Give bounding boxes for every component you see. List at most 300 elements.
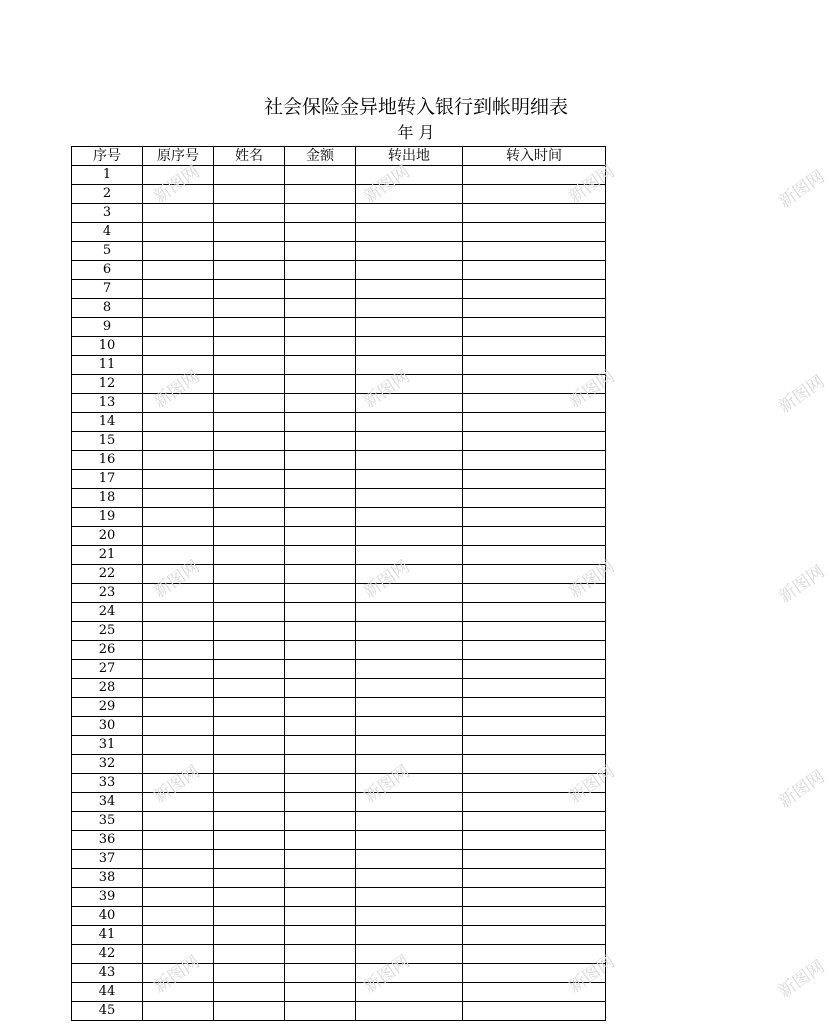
cell-name xyxy=(214,831,285,850)
cell-name xyxy=(214,470,285,489)
cell-original-number xyxy=(143,793,214,812)
cell-name xyxy=(214,1002,285,1021)
cell-transfer-time xyxy=(463,508,606,527)
watermark-stamp: 新图网 xyxy=(150,951,204,998)
cell-original-number xyxy=(143,679,214,698)
cell-name xyxy=(214,432,285,451)
cell-transfer-from xyxy=(356,584,463,603)
cell-name xyxy=(214,603,285,622)
cell-serial-number: 1 xyxy=(72,166,143,185)
cell-serial-number: 22 xyxy=(72,565,143,584)
table-row xyxy=(72,907,606,926)
cell-transfer-from xyxy=(356,907,463,926)
cell-transfer-from xyxy=(356,299,463,318)
cell-serial-number: 21 xyxy=(72,546,143,565)
cell-serial-number: 38 xyxy=(72,869,143,888)
cell-amount xyxy=(285,831,356,850)
cell-name xyxy=(214,394,285,413)
cell-transfer-time xyxy=(463,641,606,660)
cell-name xyxy=(214,793,285,812)
cell-transfer-time xyxy=(463,831,606,850)
cell-name xyxy=(214,261,285,280)
cell-transfer-time xyxy=(463,280,606,299)
cell-transfer-time xyxy=(463,299,606,318)
cell-original-number xyxy=(143,774,214,793)
cell-name xyxy=(214,299,285,318)
table-row xyxy=(72,337,606,356)
cell-amount xyxy=(285,622,356,641)
cell-serial-number: 9 xyxy=(72,318,143,337)
table-row xyxy=(72,299,606,318)
cell-name xyxy=(214,489,285,508)
cell-transfer-from xyxy=(356,261,463,280)
cell-amount xyxy=(285,489,356,508)
cell-original-number xyxy=(143,812,214,831)
cell-original-number xyxy=(143,964,214,983)
cell-transfer-time xyxy=(463,413,606,432)
cell-original-number xyxy=(143,470,214,489)
cell-amount xyxy=(285,242,356,261)
cell-transfer-time xyxy=(463,774,606,793)
cell-amount xyxy=(285,394,356,413)
cell-transfer-time xyxy=(463,185,606,204)
cell-transfer-time xyxy=(463,565,606,584)
header-transfer-time: 转入时间 xyxy=(463,147,606,166)
cell-transfer-time xyxy=(463,869,606,888)
table-row xyxy=(72,261,606,280)
cell-amount xyxy=(285,223,356,242)
cell-transfer-time xyxy=(463,375,606,394)
cell-amount xyxy=(285,755,356,774)
cell-transfer-time xyxy=(463,926,606,945)
cell-transfer-time xyxy=(463,888,606,907)
table-row xyxy=(72,622,606,641)
cell-original-number xyxy=(143,489,214,508)
cell-amount xyxy=(285,166,356,185)
table-row xyxy=(72,451,606,470)
table-row xyxy=(72,470,606,489)
cell-amount xyxy=(285,185,356,204)
cell-transfer-from xyxy=(356,166,463,185)
watermark-stamp: 新图网 xyxy=(360,366,414,413)
cell-transfer-from xyxy=(356,204,463,223)
table-row xyxy=(72,546,606,565)
table-row xyxy=(72,717,606,736)
cell-transfer-time xyxy=(463,603,606,622)
watermark-stamp: 新图网 xyxy=(360,761,414,808)
cell-transfer-time xyxy=(463,945,606,964)
cell-transfer-from xyxy=(356,793,463,812)
cell-transfer-from xyxy=(356,717,463,736)
cell-amount xyxy=(285,299,356,318)
cell-transfer-from xyxy=(356,185,463,204)
cell-original-number xyxy=(143,204,214,223)
table-row xyxy=(72,204,606,223)
cell-name xyxy=(214,983,285,1002)
cell-transfer-from xyxy=(356,489,463,508)
cell-name xyxy=(214,318,285,337)
cell-transfer-from xyxy=(356,280,463,299)
cell-name xyxy=(214,204,285,223)
document-title: 社会保险金异地转入银行到帐明细表 xyxy=(263,96,568,118)
cell-serial-number: 16 xyxy=(72,451,143,470)
cell-transfer-time xyxy=(463,527,606,546)
cell-name xyxy=(214,413,285,432)
table-row xyxy=(72,698,606,717)
cell-amount xyxy=(285,907,356,926)
table-row xyxy=(72,166,606,185)
cell-original-number xyxy=(143,280,214,299)
watermark-stamp: 新图网 xyxy=(565,761,619,808)
cell-name xyxy=(214,660,285,679)
cell-name xyxy=(214,945,285,964)
cell-amount xyxy=(285,850,356,869)
cell-serial-number: 29 xyxy=(72,698,143,717)
cell-amount xyxy=(285,983,356,1002)
cell-transfer-time xyxy=(463,470,606,489)
table-row xyxy=(72,413,606,432)
cell-serial-number: 23 xyxy=(72,584,143,603)
table-row xyxy=(72,242,606,261)
table-row xyxy=(72,888,606,907)
cell-amount xyxy=(285,1002,356,1021)
cell-original-number xyxy=(143,736,214,755)
cell-name xyxy=(214,451,285,470)
watermark-stamp: 新图网 xyxy=(150,366,204,413)
cell-original-number xyxy=(143,584,214,603)
cell-transfer-from xyxy=(356,698,463,717)
cell-transfer-from xyxy=(356,850,463,869)
cell-transfer-time xyxy=(463,755,606,774)
cell-original-number xyxy=(143,546,214,565)
cell-original-number xyxy=(143,660,214,679)
cell-serial-number: 36 xyxy=(72,831,143,850)
cell-name xyxy=(214,280,285,299)
cell-original-number xyxy=(143,185,214,204)
cell-transfer-time xyxy=(463,793,606,812)
cell-serial-number: 12 xyxy=(72,375,143,394)
cell-transfer-from xyxy=(356,755,463,774)
cell-serial-number: 44 xyxy=(72,983,143,1002)
cell-transfer-from xyxy=(356,926,463,945)
cell-amount xyxy=(285,888,356,907)
cell-transfer-time xyxy=(463,964,606,983)
cell-transfer-time xyxy=(463,679,606,698)
table-row xyxy=(72,318,606,337)
cell-transfer-from xyxy=(356,1002,463,1021)
cell-amount xyxy=(285,717,356,736)
table-row xyxy=(72,983,606,1002)
cell-transfer-time xyxy=(463,166,606,185)
cell-transfer-time xyxy=(463,318,606,337)
cell-amount xyxy=(285,926,356,945)
cell-serial-number: 13 xyxy=(72,394,143,413)
cell-original-number xyxy=(143,261,214,280)
table-row xyxy=(72,869,606,888)
table-row xyxy=(72,964,606,983)
cell-amount xyxy=(285,527,356,546)
cell-original-number xyxy=(143,565,214,584)
cell-transfer-from xyxy=(356,337,463,356)
cell-transfer-time xyxy=(463,489,606,508)
cell-serial-number: 24 xyxy=(72,603,143,622)
cell-transfer-time xyxy=(463,1002,606,1021)
cell-name xyxy=(214,584,285,603)
cell-transfer-from xyxy=(356,945,463,964)
table-row xyxy=(72,736,606,755)
table-row xyxy=(72,280,606,299)
table-row xyxy=(72,375,606,394)
cell-transfer-time xyxy=(463,660,606,679)
cell-amount xyxy=(285,964,356,983)
cell-amount xyxy=(285,774,356,793)
table-row xyxy=(72,1002,606,1021)
table-body xyxy=(72,166,606,1021)
cell-original-number xyxy=(143,1002,214,1021)
table-row xyxy=(72,508,606,527)
watermark-stamp: 新图网 xyxy=(565,556,619,603)
header-transfer-from: 转出地 xyxy=(356,147,463,166)
cell-original-number xyxy=(143,641,214,660)
table-row xyxy=(72,394,606,413)
table-row xyxy=(72,584,606,603)
cell-transfer-time xyxy=(463,394,606,413)
cell-amount xyxy=(285,641,356,660)
cell-amount xyxy=(285,546,356,565)
cell-original-number xyxy=(143,242,214,261)
cell-transfer-from xyxy=(356,869,463,888)
cell-original-number xyxy=(143,318,214,337)
cell-name xyxy=(214,546,285,565)
cell-amount xyxy=(285,413,356,432)
cell-name xyxy=(214,166,285,185)
header-name: 姓名 xyxy=(214,147,285,166)
cell-name xyxy=(214,622,285,641)
cell-transfer-time xyxy=(463,812,606,831)
watermark-stamp: 新图网 xyxy=(150,161,204,208)
watermark-stamp: 新图网 xyxy=(150,556,204,603)
cell-transfer-from xyxy=(356,774,463,793)
watermark-stamp: 新图网 xyxy=(360,161,414,208)
cell-serial-number: 8 xyxy=(72,299,143,318)
table-row xyxy=(72,565,606,584)
cell-amount xyxy=(285,603,356,622)
table-row xyxy=(72,527,606,546)
cell-name xyxy=(214,812,285,831)
cell-amount xyxy=(285,584,356,603)
table-row xyxy=(72,831,606,850)
cell-name xyxy=(214,698,285,717)
cell-amount xyxy=(285,869,356,888)
table-row xyxy=(72,185,606,204)
cell-serial-number: 32 xyxy=(72,755,143,774)
watermark-stamp: 新图网 xyxy=(775,766,829,813)
watermark-stamp: 新图网 xyxy=(150,761,204,808)
cell-transfer-time xyxy=(463,204,606,223)
cell-transfer-from xyxy=(356,983,463,1002)
watermark-stamp: 新图网 xyxy=(565,366,619,413)
cell-serial-number: 27 xyxy=(72,660,143,679)
table-row xyxy=(72,641,606,660)
cell-serial-number: 20 xyxy=(72,527,143,546)
cell-amount xyxy=(285,261,356,280)
transfer-detail-table xyxy=(71,146,606,1021)
table-row xyxy=(72,489,606,508)
cell-transfer-from xyxy=(356,223,463,242)
cell-serial-number: 35 xyxy=(72,812,143,831)
cell-transfer-time xyxy=(463,983,606,1002)
cell-transfer-from xyxy=(356,565,463,584)
table-row xyxy=(72,812,606,831)
cell-serial-number: 7 xyxy=(72,280,143,299)
cell-name xyxy=(214,717,285,736)
cell-serial-number: 41 xyxy=(72,926,143,945)
cell-transfer-from xyxy=(356,451,463,470)
table-row xyxy=(72,660,606,679)
cell-amount xyxy=(285,470,356,489)
cell-original-number xyxy=(143,356,214,375)
cell-original-number xyxy=(143,945,214,964)
cell-serial-number: 30 xyxy=(72,717,143,736)
cell-transfer-from xyxy=(356,375,463,394)
cell-transfer-time xyxy=(463,432,606,451)
cell-serial-number: 42 xyxy=(72,945,143,964)
cell-name xyxy=(214,888,285,907)
cell-serial-number: 11 xyxy=(72,356,143,375)
cell-original-number xyxy=(143,508,214,527)
cell-original-number xyxy=(143,413,214,432)
cell-amount xyxy=(285,204,356,223)
cell-original-number xyxy=(143,926,214,945)
cell-transfer-time xyxy=(463,242,606,261)
cell-name xyxy=(214,337,285,356)
cell-amount xyxy=(285,660,356,679)
cell-transfer-time xyxy=(463,698,606,717)
cell-amount xyxy=(285,280,356,299)
cell-transfer-from xyxy=(356,660,463,679)
cell-original-number xyxy=(143,831,214,850)
watermark-stamp: 新图网 xyxy=(565,951,619,998)
cell-transfer-from xyxy=(356,964,463,983)
cell-serial-number: 3 xyxy=(72,204,143,223)
table-row xyxy=(72,603,606,622)
cell-amount xyxy=(285,736,356,755)
cell-name xyxy=(214,375,285,394)
cell-serial-number: 31 xyxy=(72,736,143,755)
cell-amount xyxy=(285,508,356,527)
cell-name xyxy=(214,926,285,945)
cell-amount xyxy=(285,318,356,337)
cell-transfer-time xyxy=(463,907,606,926)
cell-serial-number: 4 xyxy=(72,223,143,242)
cell-name xyxy=(214,774,285,793)
cell-amount xyxy=(285,337,356,356)
cell-serial-number: 28 xyxy=(72,679,143,698)
cell-transfer-from xyxy=(356,432,463,451)
cell-name xyxy=(214,565,285,584)
cell-transfer-from xyxy=(356,679,463,698)
watermark-stamp: 新图网 xyxy=(775,561,829,608)
cell-transfer-from xyxy=(356,622,463,641)
cell-serial-number: 33 xyxy=(72,774,143,793)
cell-serial-number: 5 xyxy=(72,242,143,261)
cell-transfer-time xyxy=(463,717,606,736)
cell-amount xyxy=(285,793,356,812)
table-row xyxy=(72,793,606,812)
cell-name xyxy=(214,850,285,869)
cell-transfer-time xyxy=(463,584,606,603)
cell-amount xyxy=(285,679,356,698)
table-row xyxy=(72,755,606,774)
table-header-row xyxy=(72,147,606,166)
table-row xyxy=(72,356,606,375)
cell-original-number xyxy=(143,983,214,1002)
cell-serial-number: 18 xyxy=(72,489,143,508)
cell-serial-number: 10 xyxy=(72,337,143,356)
cell-serial-number: 25 xyxy=(72,622,143,641)
cell-original-number xyxy=(143,394,214,413)
cell-transfer-from xyxy=(356,603,463,622)
cell-amount xyxy=(285,356,356,375)
header-serial-number: 序号 xyxy=(72,147,143,166)
cell-transfer-time xyxy=(463,261,606,280)
cell-original-number xyxy=(143,451,214,470)
cell-name xyxy=(214,641,285,660)
table-row xyxy=(72,850,606,869)
cell-name xyxy=(214,869,285,888)
cell-original-number xyxy=(143,755,214,774)
cell-original-number xyxy=(143,869,214,888)
cell-serial-number: 26 xyxy=(72,641,143,660)
cell-transfer-time xyxy=(463,451,606,470)
cell-name xyxy=(214,356,285,375)
cell-original-number xyxy=(143,432,214,451)
cell-serial-number: 39 xyxy=(72,888,143,907)
table-row xyxy=(72,945,606,964)
cell-serial-number: 6 xyxy=(72,261,143,280)
cell-transfer-time xyxy=(463,337,606,356)
cell-transfer-from xyxy=(356,641,463,660)
cell-name xyxy=(214,508,285,527)
cell-transfer-from xyxy=(356,736,463,755)
cell-transfer-from xyxy=(356,546,463,565)
table-row xyxy=(72,679,606,698)
cell-amount xyxy=(285,812,356,831)
cell-transfer-from xyxy=(356,394,463,413)
cell-transfer-from xyxy=(356,356,463,375)
cell-transfer-time xyxy=(463,223,606,242)
document-period: 年 月 xyxy=(397,123,435,142)
cell-name xyxy=(214,223,285,242)
watermark-stamp: 新图网 xyxy=(775,956,829,1003)
table-row xyxy=(72,926,606,945)
cell-amount xyxy=(285,375,356,394)
table-row xyxy=(72,432,606,451)
cell-transfer-time xyxy=(463,622,606,641)
cell-serial-number: 14 xyxy=(72,413,143,432)
cell-name xyxy=(214,755,285,774)
cell-transfer-from xyxy=(356,831,463,850)
table-row xyxy=(72,223,606,242)
cell-amount xyxy=(285,698,356,717)
watermark-stamp: 新图网 xyxy=(360,556,414,603)
cell-transfer-from xyxy=(356,527,463,546)
cell-transfer-from xyxy=(356,508,463,527)
cell-serial-number: 45 xyxy=(72,1002,143,1021)
cell-original-number xyxy=(143,850,214,869)
cell-amount xyxy=(285,945,356,964)
cell-transfer-time xyxy=(463,736,606,755)
